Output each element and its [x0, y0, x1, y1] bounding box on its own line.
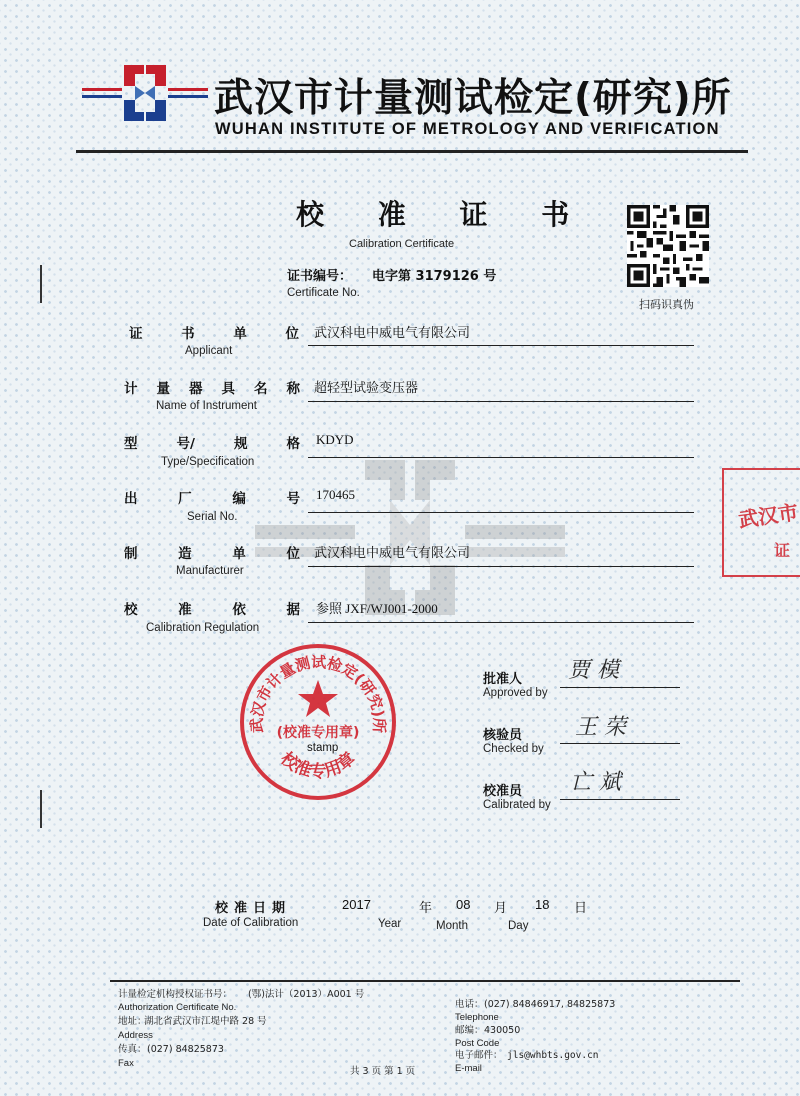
signature-rule-approved [560, 687, 680, 688]
signature-rule-calibrated [560, 799, 680, 800]
field-rule-serial-no [308, 512, 694, 513]
fax-value: (027) 84825873 [147, 1044, 224, 1055]
field-rule-instrument-name [308, 401, 694, 402]
field-label-en-regulation: Calibration Regulation [146, 622, 260, 634]
phone-label: 电话： [455, 999, 484, 1010]
field-label-instrument-name: 计 量 器 具 名 称 [124, 381, 300, 397]
signature-label-en-calibrated: Calibrated by [483, 799, 551, 811]
signature-checked-handwriting: 王 荣 [575, 715, 626, 740]
side-stamp-line1: 武汉市 [736, 499, 800, 533]
field-label-type-spec: 型 号/ 规 格 [124, 436, 300, 452]
certificate-number-label: 证书编号： [287, 269, 353, 284]
date-day-en: Day [508, 920, 529, 932]
postcode-value: 430050 [484, 1025, 521, 1036]
official-seal [238, 642, 398, 802]
field-rule-manufacturer [308, 566, 694, 567]
field-label-en-manufacturer: Manufacturer [176, 565, 244, 577]
auth-label: 计量检定机构授权证书号： [118, 989, 233, 1000]
date-day-value: 18 [535, 897, 550, 912]
date-year-value: 2017 [342, 897, 371, 912]
phone-label-en: Telephone [455, 1012, 499, 1023]
certificate-number-value: 电字第 3179126 号 [372, 269, 497, 284]
email-label-en: E-mail [455, 1063, 482, 1074]
footer-rule [110, 980, 740, 982]
field-label-manufacturer: 制 造 单 位 [124, 546, 300, 562]
page-number: 共 3 页 第 1 页 [350, 1066, 416, 1077]
field-label-applicant: 证 书 单 位 [129, 326, 299, 342]
field-rule-applicant [308, 345, 694, 346]
field-label-serial-no: 出 厂 编 号 [124, 491, 300, 507]
date-month-cn: 月 [494, 901, 508, 916]
email-value[interactable]: jls@whbts.gov.cn [507, 1050, 599, 1061]
certificate-title-en: Calibration Certificate [349, 238, 455, 250]
field-label-en-serial-no: Serial No. [187, 511, 238, 523]
field-value-serial-no: 170465 [316, 487, 355, 502]
fax-label: 传真： [118, 1044, 147, 1055]
postcode-label: 邮编： [455, 1025, 484, 1036]
certificate-title-cn: 校 准 证 书 [296, 198, 592, 231]
field-label-regulation: 校 准 依 据 [124, 602, 300, 618]
header-rule [76, 150, 748, 153]
email-label: 电子邮件： [455, 1050, 503, 1061]
institute-name-cn: 武汉市计量测试检定(研究)所 [214, 76, 732, 121]
seal-stamp-label: stamp [307, 742, 339, 754]
institute-logo-icon [78, 62, 212, 124]
field-value-applicant: 武汉科电中威电气有限公司 [314, 326, 471, 341]
seal-inner-text: (校准专用章) [276, 725, 360, 741]
seal-bottom-text: 校准专用章 [276, 748, 360, 782]
side-stamp-line2: 证 [774, 541, 791, 560]
date-month-value: 08 [456, 897, 471, 912]
signature-label-en-checked: Checked by [483, 743, 544, 755]
field-rule-type-spec [308, 457, 694, 458]
date-year-cn: 年 [419, 901, 433, 916]
field-label-en-applicant: Applicant [185, 345, 233, 357]
field-value-regulation: 参照 JXF/WJ001-2000 [316, 601, 438, 616]
signature-approved-handwriting: 贾 模 [568, 658, 619, 683]
address-label: 地址： [118, 1016, 147, 1027]
date-label-en: Date of Calibration [203, 917, 299, 929]
signature-rule-checked [560, 743, 680, 744]
date-label-cn: 校准日期 [215, 901, 292, 916]
signature-label-en-approved: Approved by [483, 687, 548, 699]
side-stamp [722, 468, 800, 577]
seal-ring-text: 武汉市计量测试检定(研究)所 [247, 653, 389, 734]
signature-label-approved: 批准人 [483, 672, 523, 687]
field-label-en-instrument-name: Name of Instrument [156, 400, 257, 412]
binding-mark-bottom [40, 790, 42, 828]
fax-label-en: Fax [118, 1058, 134, 1069]
field-value-manufacturer: 武汉科电中威电气有限公司 [314, 546, 471, 561]
field-rule-regulation [308, 622, 694, 623]
phone-value: (027) 84846917, 84825873 [484, 999, 616, 1010]
date-year-en: Year [378, 918, 402, 930]
field-value-instrument-name: 超轻型试验变压器 [314, 381, 419, 396]
date-day-cn: 日 [574, 901, 588, 916]
qr-code-icon[interactable] [627, 205, 709, 287]
date-month-en: Month [436, 920, 468, 932]
address-value: 湖北省武汉市江堤中路 28 号 [144, 1016, 267, 1027]
address-label-en: Address [118, 1030, 153, 1041]
auth-value: (鄂)法计（2013）A001 号 [248, 989, 365, 1000]
signature-calibrated-handwriting: 亡 斌 [570, 770, 621, 795]
signature-label-checked: 核验员 [483, 728, 523, 743]
binding-mark-top [40, 265, 42, 303]
field-value-type-spec: KDYD [316, 432, 354, 447]
auth-label-en: Authorization Certificate No. [118, 1002, 237, 1013]
signature-label-calibrated: 校准员 [483, 784, 523, 799]
postcode-label-en: Post Code [455, 1038, 500, 1049]
certificate-number-label-en: Certificate No. [287, 287, 360, 299]
qr-caption: 扫码识真伪 [639, 298, 694, 311]
institute-name-en: WUHAN INSTITUTE OF METROLOGY AND VERIFICATION [215, 120, 720, 138]
field-label-en-type-spec: Type/Specification [161, 456, 255, 468]
